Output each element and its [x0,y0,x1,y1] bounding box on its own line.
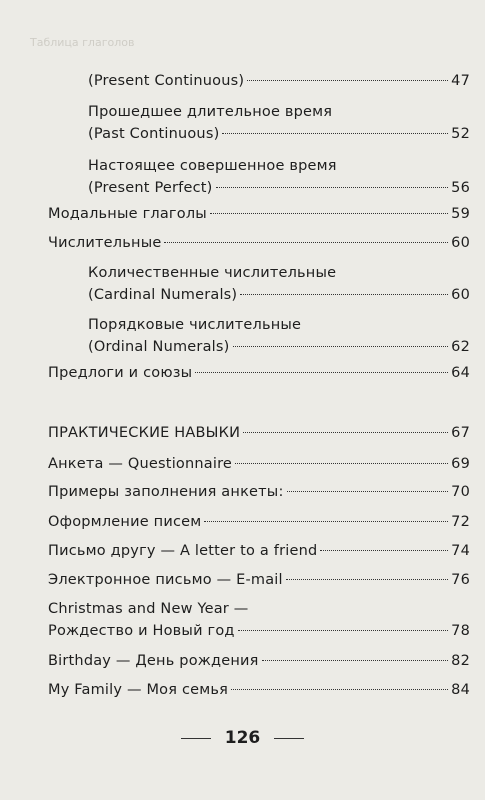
toc-entry-row [48,232,470,254]
toc-entry-title-line: ПРАКТИЧЕСКИЕ НАВЫКИ [48,425,241,441]
toc-page-number: 47 [451,73,470,89]
toc-entry-row [48,362,470,384]
toc-page-number: 82 [451,653,470,669]
toc-entry-title-line: Рождество и Новый год [48,623,235,639]
dot-leader [195,372,448,373]
toc-entry [48,481,470,503]
toc-page-number: 72 [451,514,470,530]
dot-leader [286,579,448,580]
dot-leader [238,630,449,631]
dot-leader [231,689,448,690]
toc-entry-title-line: Предлоги и союзы [48,365,193,381]
toc-page-number: 52 [451,126,470,142]
toc-entry-title-line: (Present Perfect) [88,180,213,196]
toc-page-number: 69 [451,456,470,472]
toc-entry-row [88,123,470,145]
toc-entry-title-line: Birthday — День рождения [48,653,259,669]
page-footer [0,728,485,748]
toc-entry-title-line: (Cardinal Numerals) [88,287,238,303]
toc-entry [48,232,470,254]
toc-entry [48,598,470,642]
toc-entry-title-line: Письмо другу — A letter to a friend [48,543,318,559]
toc-entry-row [48,569,470,591]
toc-entry-title-line: Прошедшее длительное время [88,104,333,120]
toc-entry [48,511,470,533]
toc-entry-row [48,540,470,562]
toc-page-number: 64 [451,365,470,381]
toc-entry [88,155,470,199]
page-number: 126 [224,728,261,748]
toc-entry [88,262,470,306]
toc-entry-row [88,336,470,358]
toc-entry-row [88,70,470,92]
toc-entry [48,679,470,701]
toc-entry-row [88,284,470,306]
dot-leader [164,242,448,243]
toc-page-number: 56 [451,180,470,196]
toc-entry-title-line: Christmas and New Year — [48,601,249,617]
dot-leader [222,133,448,134]
dot-leader [243,432,448,433]
toc-page-number: 67 [451,425,470,441]
toc-page-number: 62 [451,339,470,355]
toc-entry [88,314,470,358]
toc-page-number: 59 [451,206,470,222]
dot-leader [235,463,448,464]
toc-page-number: 84 [451,682,470,698]
dot-leader [233,346,449,347]
toc-entry [48,362,470,384]
toc-entry-title-line: Числительные [48,235,162,251]
toc-entry-title-line: (Ordinal Numerals) [88,339,230,355]
dot-leader [320,550,448,551]
toc-entry-row [48,203,470,225]
toc-entry-title-line: Анкета — Questionnaire [48,456,233,472]
toc-entry-title-line: (Past Continuous) [88,126,220,142]
toc-entry [48,203,470,225]
toc-entry-title-line: (Present Continuous) [88,73,245,89]
footer-dash-right [274,738,304,739]
toc-entry-title-line: Модальные глаголы [48,206,207,222]
toc-entry-title-line: Оформление писем [48,514,202,530]
toc-entry-title-line: My Family — Моя семья [48,682,229,698]
toc-entry-row [48,481,470,503]
toc-entry-title-line: Настоящее совершенное время [88,158,337,174]
dot-leader [287,491,449,492]
toc-entry [48,650,470,672]
dot-leader [204,521,448,522]
toc-page-number: 76 [451,572,470,588]
toc-entry-row [48,453,470,475]
toc-entry-title-line: Электронное письмо — E-mail [48,572,283,588]
dot-leader [240,294,448,295]
dot-leader [247,80,448,81]
toc-entry [48,453,470,475]
toc-page-number: 78 [451,623,470,639]
footer-dash-left [181,738,211,739]
toc-entry-title-line: Примеры заполнения анкеты: [48,484,284,500]
dot-leader [210,213,448,214]
toc-page-number: 74 [451,543,470,559]
toc-page-number: 60 [451,287,470,303]
toc-entry-title-line: Порядковые числительные [88,317,302,333]
toc-entry [88,101,470,145]
bleed-through-header: Таблица глаголов [30,36,135,49]
toc-entry [48,569,470,591]
toc-page-number: 60 [451,235,470,251]
toc-entry-row [48,620,470,642]
dot-leader [216,187,449,188]
toc-page-number: 70 [451,484,470,500]
toc-entry-row [48,422,470,444]
toc-entry [48,422,470,444]
dot-leader [262,660,449,661]
toc-entry-row [48,650,470,672]
toc-entry-title-line: Количественные числительные [88,265,337,281]
toc-entry [88,70,470,92]
toc-entry-row [48,511,470,533]
toc-entry-row [88,177,470,199]
toc-entry [48,540,470,562]
toc-entry-row [48,679,470,701]
